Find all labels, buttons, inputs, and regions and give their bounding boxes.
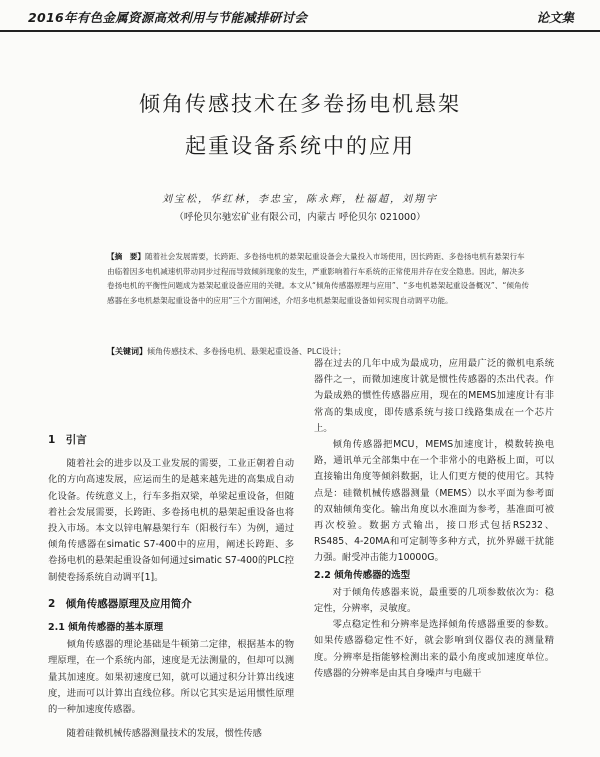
affiliation: （呼伦贝尔驰宏矿业有限公司，内蒙古 呼伦贝尔 021000） [174,212,426,223]
stability-paragraph: 零点稳定性和分辨率是选择倾角传感器重要的参数。如果传感器稳定性不好，就会影响到仪器仪表的测量精度。分辨率是指能够检测出来的最小角度或加速度单位。传感器的分辨率是由其自身噪声与电磁干 [314,619,554,679]
right-column [314,356,554,682]
conference-title: 2016年有色金属资源高效利用与节能减排研讨会 [28,10,308,25]
abstract-text: 随着社会发展需要，长跨距、多卷扬电机的悬架起重设备会大量投入市场使用，因长跨距、多卷扬电机有悬架行车由临着因多电机减速机带动同步过程而导致倾斜现象的发生，严重影响着行车系统的正常使用并存在安全隐患。因此，解决多卷扬电机的平衡性问题成为悬架起重设备应用的关键。本文从“倾角传感器原理与应用”、“多电机悬架起重设备概况”、“倾角传感器在多电机悬架起重设备中的应用”三个方面阐述，介绍多电机悬架起重设备如何实现自动调平功能。 [107,252,530,305]
subsection-2-2-heading: 2.2 倾角传感器的选型 [314,569,411,581]
keywords-label: 【关键词】 [107,347,147,356]
section-2-heading: 2 倾角传感器原理及应用简介 [48,597,192,610]
abstract [107,250,532,308]
left-column-last-paragraph: 随着硅微机械传感器测量技术的发展，惯性传感 [66,728,262,740]
page-header [0,0,600,32]
authors: 刘宝松，华红林，李忠宝，陈永辉，杜福超，刘翔宇 [162,194,438,205]
section-1-heading: 1 引言 [48,434,87,446]
paper-title-line2: 起重设备系统中的应用 [185,134,415,158]
paper-title-line1: 倾角传感技术在多卷扬电机悬架 [139,92,461,116]
subsection-2-1-paragraph: 倾角传感器的理论基础是牛顿第二定律，根据基本的物理原理，在一个系统内部，速度是无法测量的，但却可以测量其加速度。如果初速度已知，就可以通过积分计算出线速度，进而可以计算出直线位移。所以它其实是运用惯性原理的一种加速度传感器。 [48,639,294,716]
keywords-text: 倾角传感技术、多卷扬电机、悬架起重设备、PLC设计； [147,347,346,356]
continued-paragraph: 器在过去的几年中成为最成功，应用最广泛的微机电系统器件之一，而微加速度计就是惯性传感器的杰出代表。作为最成熟的惯性传感器应用，现在的MEMS加速度计有非常高的集成度，即传感系统与接口线路集成在一个芯片上。 [314,358,554,434]
abstract-label: 【摘 要】 [107,252,145,261]
section-1-paragraph: 随着社会的进步以及工业发展的需要，工业正朝着自动化的方向高速发展，应运而生的是越来越先进的高集成自动化设备。传统意义上，行车多指双梁，单梁起重设备，但随着社会发展需要，长跨距、多卷扬电机的悬架起重设备也将投入市场。本文以锌电解悬架行车（阳极行车）为例，通过倾角传感器在simatic S7-400中的应用，阐述长跨距、多卷扬电机的悬架起重设备如何通过simatic S7-400的PLC控制使卷扬系统自动调平[1]。 [48,458,294,583]
section-tag: 论文集 [536,10,574,25]
mems-paragraph: 倾角传感器把MCU，MEMS加速度计，模数转换电路，通讯单元全部集中在一个非常小的电路板上面，可以直接输出角度等倾斜数据，让人们更方便的使用它。其特点是：硅微机械传感器测量（MEMS）以水平面为参考面的双轴倾角变化。输出角度以水准面为参考，基准面可被再次校验。数据方式输出，接口形式包括RS232、RS485、4-20MA和可定制等多种方式，抗外界磁干扰能力强。耐受冲击能力10000G。 [314,439,554,564]
subsection-2-1-heading: 2.1 倾角传感器的基本原理 [48,622,164,634]
left-column [48,428,294,742]
selection-paragraph: 对于倾角传感器来说，最重要的几项参数依次为：稳定性，分辨率，灵敏度。 [314,586,554,615]
